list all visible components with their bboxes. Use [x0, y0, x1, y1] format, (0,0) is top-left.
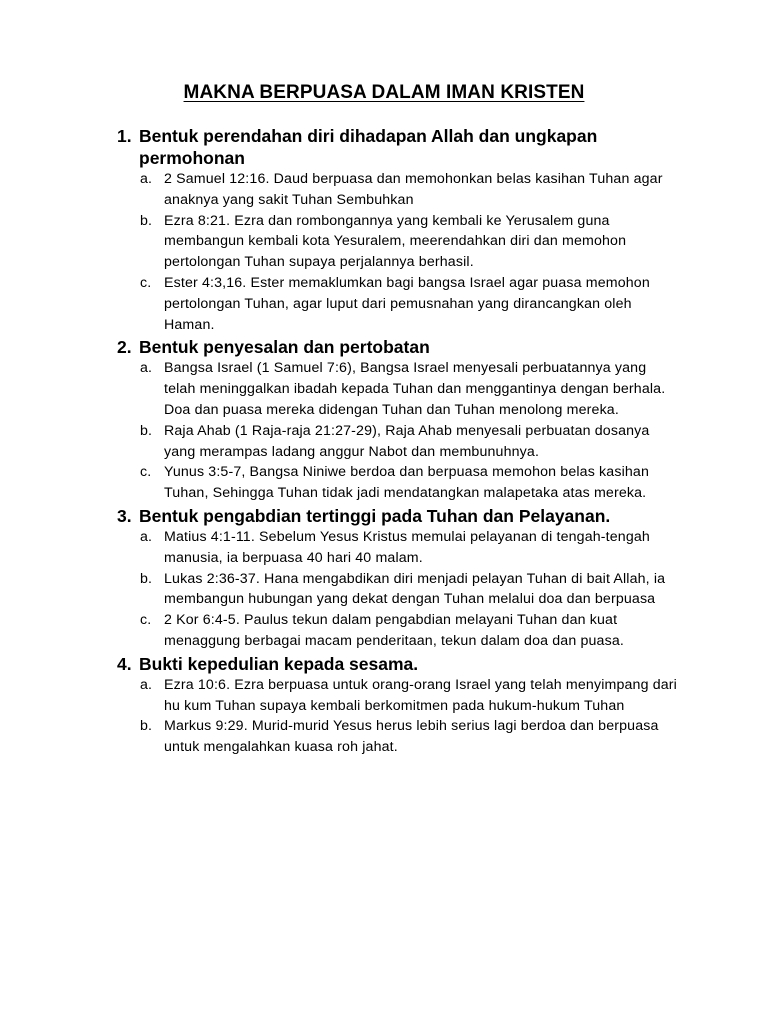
section-1 [117, 125, 677, 335]
item-letter: c. [140, 612, 152, 629]
item-letter: b. [140, 718, 153, 735]
item-letter: b. [140, 212, 153, 229]
section-title: Bentuk pengabdian tertinggi pada Tuhan dan Pelayanan. [139, 505, 611, 526]
item-letter: a. [140, 360, 153, 377]
section-number: 2. [117, 337, 132, 358]
section-items [117, 675, 677, 758]
section-heading [117, 505, 677, 527]
item-text: 2 Samuel 12:16. Daud berpuasa dan memohonkan belas kasihan Tuhan agar anaknya yang sakit Tuhan Sembuhkan [164, 171, 663, 208]
item-text: Bangsa Israel (1 Samuel 7:6), Bangsa Israel menyesali perbuatannya yang telah meninggalkan ibadah kepada Tuhan dan menggantinya dengan berhala. Doa dan puasa mereka didengan Tuhan dan Tuhan menolong mereka. [164, 360, 666, 418]
item-text: Raja Ahab (1 Raja-raja 21:27-29), Raja Ahab menyesali perbuatan dosanya yang merampas ladang anggur Nabot dan membunuhnya. [164, 422, 650, 460]
section-4 [117, 653, 677, 758]
list-item [140, 675, 677, 717]
item-text: 2 Kor 6:4-5. Paulus tekun dalam pengabdian melayani Tuhan dan kuat menaggung berbagai macam penderitaan, tekun dalam doa dan puasa. [164, 612, 624, 649]
section-number: 4. [117, 653, 132, 674]
section-heading [117, 125, 677, 169]
section-2 [117, 336, 677, 504]
item-text: Ester 4:3,16. Ester memaklumkan bagi bangsa Israel agar puasa memohon pertolongan Tuhan, agar luput dari pemusnahan yang dirancangkan oleh Haman. [164, 274, 650, 333]
list-item [140, 569, 677, 611]
list-item [140, 421, 677, 463]
item-letter: b. [140, 422, 153, 439]
item-text: Yunus 3:5-7, Bangsa Niniwe berdoa dan berpuasa memohon belas kasihan Tuhan, Sehingga Tuhan tidak jadi mendatangkan malapetaka atas mereka. [164, 464, 650, 502]
item-letter: b. [140, 570, 153, 587]
section-3 [117, 505, 677, 652]
list-item [140, 716, 677, 758]
item-letter: a. [140, 171, 153, 187]
item-text: Matius 4:1-11. Sebelum Yesus Kristus memulai pelayanan di tengah-tengah manusia, ia berpuasa 40 hari 40 malam. [164, 528, 650, 566]
section-list [117, 125, 677, 758]
item-letter: c. [140, 464, 152, 481]
document-title: MAKNA BERPUASA DALAM IMAN KRISTEN [183, 82, 585, 103]
item-text: Markus 9:29. Murid-murid Yesus herus lebih serius lagi berdoa dan berpuasa untuk mengalahkan kuasa roh jahat. [164, 718, 659, 756]
item-text: Ezra 8:21. Ezra dan rombongannya yang kembali ke Yerusalem guna membangun kembali kota Yesuralem, meerendahkan diri dan memohon pertolongan Tuhan supaya perjalannya berhasil. [164, 212, 627, 271]
section-heading [117, 336, 677, 358]
list-item [140, 462, 677, 504]
item-letter: c. [140, 274, 152, 291]
list-item [140, 169, 677, 211]
section-number: 3. [117, 505, 132, 526]
section-items [117, 169, 677, 335]
section-title: Bukti kepedulian kepada sesama. [139, 653, 419, 674]
list-item [140, 358, 677, 420]
item-letter: a. [140, 676, 153, 693]
list-item [140, 211, 677, 273]
list-item [140, 527, 677, 569]
section-title: Bentuk perendahan diri dihadapan Allah dan ungkapan permohonan [139, 126, 598, 168]
section-title: Bentuk penyesalan dan pertobatan [139, 337, 430, 358]
section-heading [117, 653, 677, 675]
list-item [140, 273, 677, 335]
list-item [140, 610, 677, 652]
item-text: Lukas 2:36-37. Hana mengabdikan diri menjadi pelayan Tuhan di bait Allah, ia membangun hubungan yang dekat dengan Tuhan melalui doa dan berpuasa [164, 570, 666, 608]
section-number: 1. [117, 126, 132, 146]
item-text: Ezra 10:6. Ezra berpuasa untuk orang-orang Israel yang telah menyimpang dari hu kum Tuhan supaya kembali berkomitmen pada hukum-hukum Tuhan [164, 676, 677, 714]
section-items [117, 527, 677, 652]
section-items [117, 358, 677, 504]
item-letter: a. [140, 528, 153, 545]
